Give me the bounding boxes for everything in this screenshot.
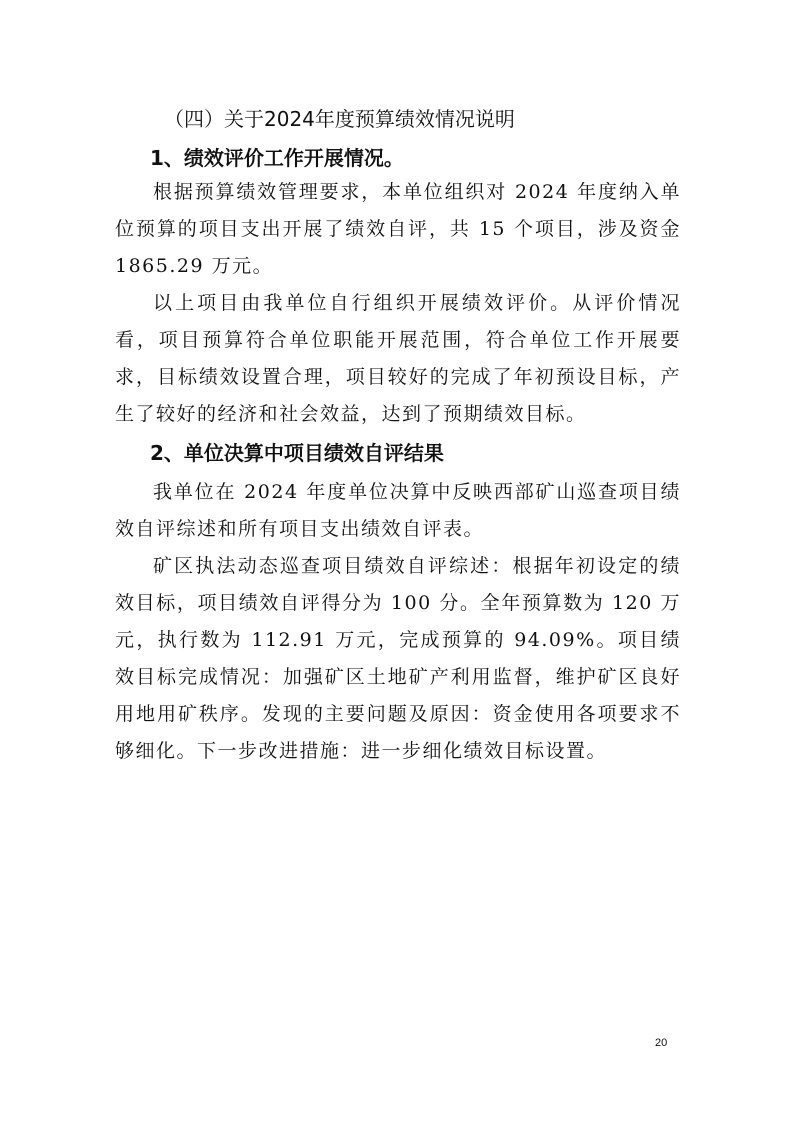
paragraph-4: 矿区执法动态巡查项目绩效自评综述：根据年初设定的绩效目标，项目绩效自评得分为 100 分。全年预算数为 120 万元，执行数为 112.91 万元，完成预算的 94.09%。项目绩效目标完成情况：加强矿区土地矿产利用监督，维护矿区良好用地用矿秩序。发现的主要问题及原因：资金使用各项要求不够细化。下一步改进措施：进一步细化绩效目标设置。 (115, 555, 681, 762)
paragraph-3: 我单位在 2024 年度单位决算中反映西部矿山巡查项目绩效自评综述和所有项目支出绩效自评表。 (115, 481, 681, 540)
subsection-title-1: 1、绩效评价工作开展情况。 (150, 146, 404, 170)
section-heading: （四）关于2024年度预算绩效情况说明 (164, 107, 515, 131)
subsection-title-2: 2、单位决算中项目绩效自评结果 (150, 441, 444, 465)
paragraph-1: 根据预算绩效管理要求，本单位组织对 2024 年度纳入单位预算的项目支出开展了绩效自评，共 15 个项目，涉及资金 1865.29 万元。 (115, 181, 681, 277)
page-number: 20 (655, 1037, 668, 1049)
paragraph-2: 以上项目由我单位自行组织开展绩效评价。从评价情况看，项目预算符合单位职能开展范围，符合单位工作开展要求，目标绩效设置合理，项目较好的完成了年初预设目标，产生了较好的经济和社会效益，达到了预期绩效目标。 (115, 292, 681, 425)
